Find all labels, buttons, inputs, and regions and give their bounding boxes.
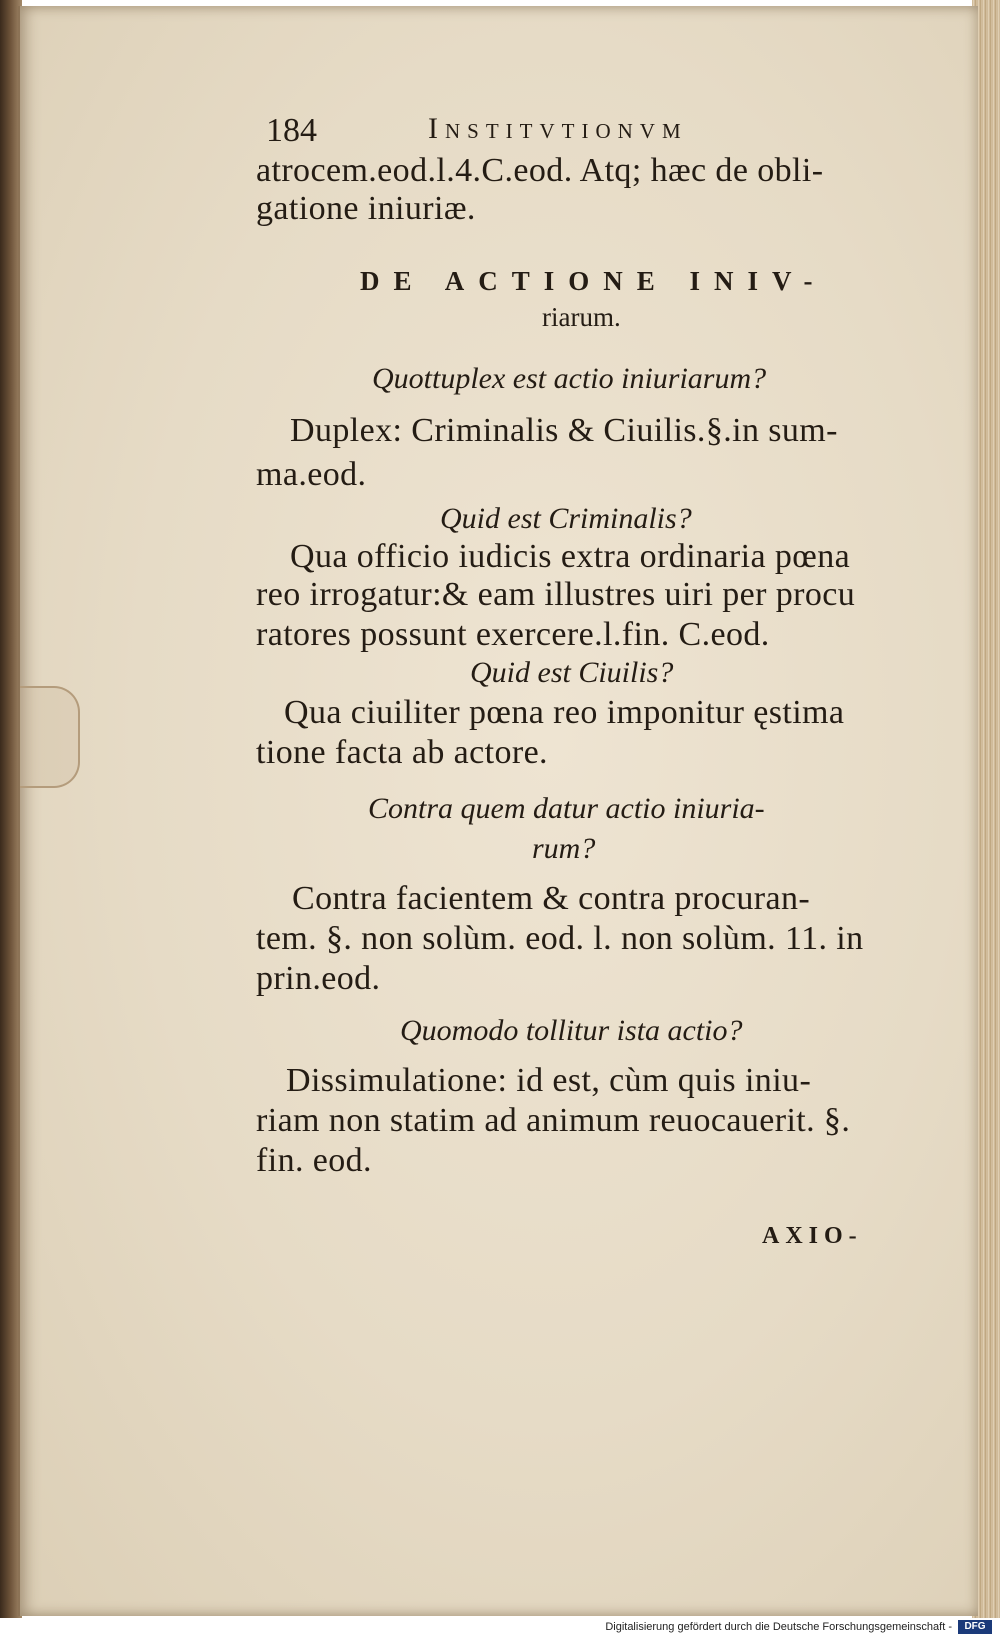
running-title: Institvtionvm: [428, 112, 688, 145]
catchword: AXIO-: [762, 1223, 863, 1249]
answer-line: Contra facientem & contra procuran-: [292, 880, 811, 917]
question: Quomodo tollitur ista actio?: [400, 1014, 743, 1047]
answer-line: fin. eod.: [256, 1142, 372, 1179]
answer-line: reo irrogatur:& eam illustres uiri per procu: [256, 576, 856, 613]
question: Quid est Ciuilis?: [470, 656, 674, 689]
text-line: atrocem.eod.l.4.C.eod. Atq; hæc de obli-: [256, 152, 824, 189]
answer-line: tem. §. non solùm. eod. l. non solùm. 11. in: [256, 920, 864, 957]
answer-line: ma.eod.: [256, 456, 367, 493]
answer-line: riam non statim ad animum reuocauerit. §.: [256, 1102, 851, 1139]
question: Quottuplex est actio iniuriarum?: [372, 362, 767, 395]
section-heading: DE ACTIONE INIV-: [360, 266, 827, 296]
funding-credit: Digitalisierung gefördert durch die Deutsche Forschungsgemeinschaft -: [605, 1621, 952, 1633]
page-clasp-mark: [20, 686, 80, 788]
answer-line: Qua ciuiliter pœna reo imponitur ęstima: [284, 694, 845, 731]
answer-line: prin.eod.: [256, 960, 381, 997]
section-heading-cont: riarum.: [542, 302, 621, 332]
answer-line: Duplex: Criminalis & Ciuilis.§.in sum-: [290, 412, 838, 449]
page-number: 184: [266, 112, 317, 149]
text-line: gatione iniuriæ.: [256, 190, 476, 227]
dfg-logo: DFG: [958, 1620, 992, 1634]
question: Quid est Criminalis?: [440, 502, 692, 535]
question-cont: rum?: [532, 832, 596, 865]
answer-line: ratores possunt exercere.l.fin. C.eod.: [256, 616, 770, 653]
question: Contra quem datur actio iniuria-: [368, 792, 765, 825]
book-page: [18, 6, 978, 1616]
answer-line: tione facta ab actore.: [256, 734, 548, 771]
answer-line: Qua officio iudicis extra ordinaria pœna: [290, 538, 851, 575]
answer-line: Dissimulatione: id est, cùm quis iniu-: [286, 1062, 812, 1099]
